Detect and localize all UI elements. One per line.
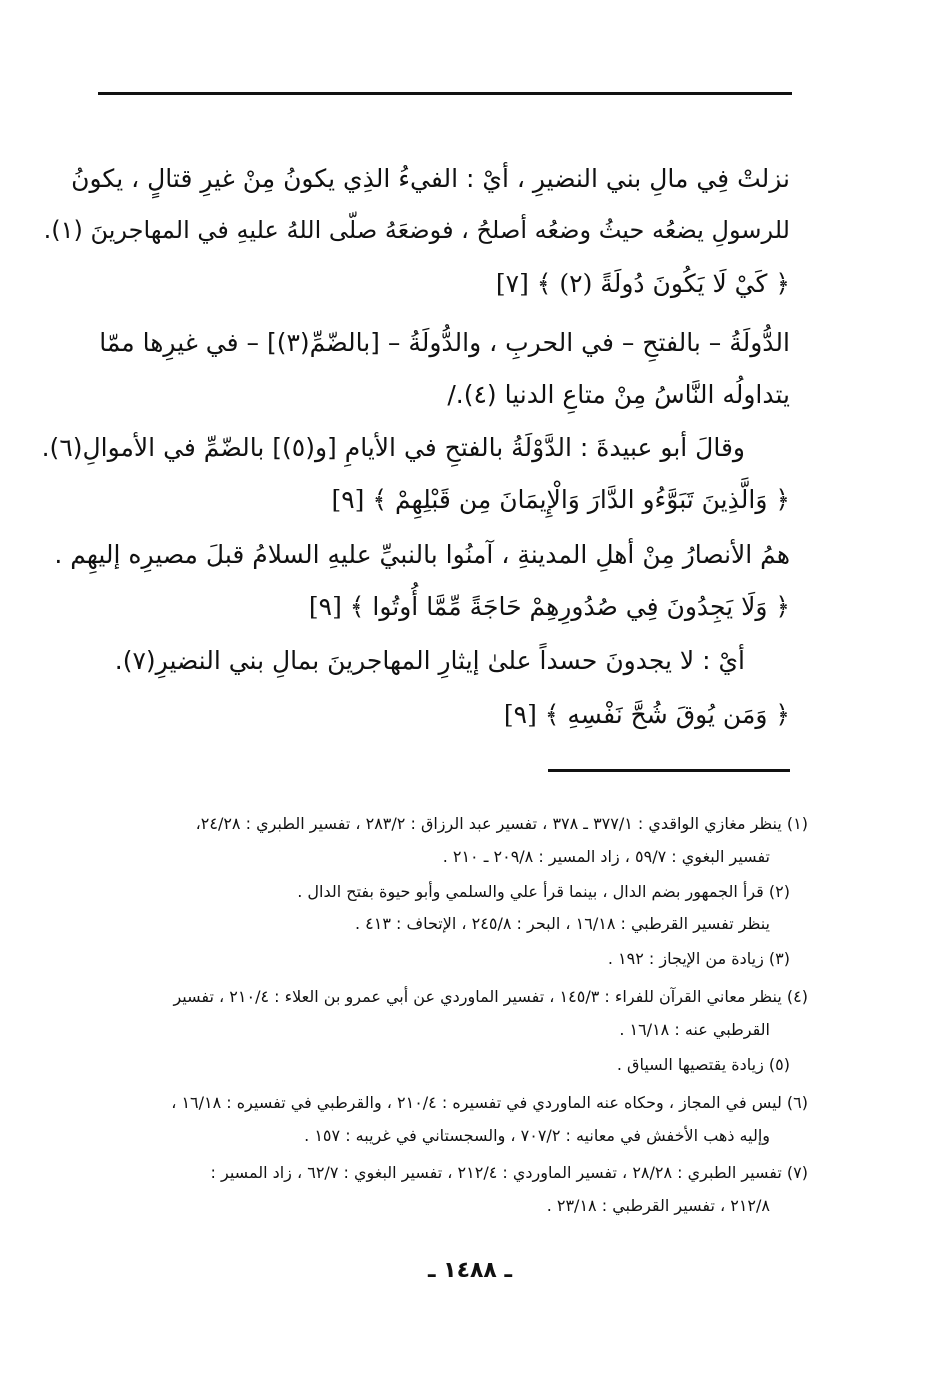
footnote-7-line-1: (٧) تفسير الطبري : ٢٨/٢٨ ، تفسير الماوردي : ٢١٢/٤ ، تفسير البغوي : ٦٢/٧ ، زاد المسير : [210, 1163, 808, 1182]
footnote-2-line-2: ينظر تفسير القرطبي : ١٦/١٨ ، البحر : ٢٤٥/٨ ، الإتحاف : ٤١٣ . [355, 914, 770, 933]
verse-line-3: ﴿ وَلَا يَجِدُونَ فِي صُدُورِهِمْ حَاجَةً مِّمَّا أُوتُوا ﴾ [٩] [308, 592, 790, 621]
footnote-7-line-2: ٢١٢/٨ ، تفسير القرطبي : ٢٣/١٨ . [546, 1196, 770, 1215]
verse-line-2: ﴿ وَالَّذِينَ تَبَوَّءُو الدَّارَ وَالْإِيمَانَ مِن قَبْلِهِمْ ﴾ [٩] [331, 485, 790, 514]
footnote-4-line-2: القرطبي عنه : ١٦/١٨ . [619, 1020, 770, 1039]
body-line-7: أيْ : لا يجدونَ حسداً علىٰ إيثارِ المهاجرينَ بمالِ بني النضيرِ(٧). [114, 646, 745, 675]
body-line-1: نزلتْ فِي مالِ بني النضيرِ ، أيْ : الفيءُ الذِي يكونُ مِنْ غيرِ قتالٍ ، يكونُ [71, 164, 790, 193]
body-line-4: يتداولُه النَّاسُ مِنْ متاعِ الدنيا (٤)./ [447, 380, 790, 409]
footnote-2-line-1: (٢) قرأ الجمهور بضم الدال ، بينما قرأ علي والسلمي وأبو حيوة بفتح الدال . [297, 882, 790, 901]
footnote-1-line-2: تفسير البغوي : ٥٩/٧ ، زاد المسير : ٢٠٩/٨ ـ ٢١٠ . [442, 847, 770, 866]
footnote-3: (٣) زيادة من الإيجاز : ١٩٢ . [607, 949, 790, 968]
footnote-separator [548, 769, 790, 772]
body-line-3: الدُّولَةُ – بالفتحِ – في الحربِ ، والدُّولَةُ – [بالضّمِّ(٣)] – في غيرِها ممّا [99, 328, 790, 357]
verse-line-1: ﴿ كَيْ لَا يَكُونَ دُولَةً (٢) ﴾ [٧] [495, 269, 790, 298]
verse-line-4: ﴿ وَمَن يُوقَ شُحَّ نَفْسِهِ ﴾ [٩] [503, 700, 790, 729]
footnote-1-line-1: (١) ينظر مغازي الواقدي : ٣٧٧/١ ـ ٣٧٨ ، تفسير عبد الرزاق : ٢٨٣/٢ ، تفسير الطبري : ٢٤/٢٨، [195, 814, 808, 833]
page-number: ـ ١٤٨٨ ـ [427, 1258, 513, 1283]
body-line-5: وقالَ أبو عبيدةَ : الدَّوْلَةُ بالفتحِ في الأيامِ [و(٥)] بالضّمِّ في الأموالِ(٦). [41, 433, 745, 462]
footnote-6-line-1: (٦) ليس في المجاز ، وحكاه عنه الماوردي في تفسيره : ٢١٠/٤ ، والقرطبي في تفسيره : ١٦/١٨ ، [171, 1093, 808, 1112]
footnote-4-line-1: (٤) ينظر معاني القرآن للفراء : ١٤٥/٣ ، تفسير الماوردي عن أبي عمرو بن العلاء : ٢١٠/٤ ، تفسير [173, 987, 808, 1006]
footnote-5: (٥) زيادة يقتصيها السياق . [616, 1055, 790, 1074]
header-rule [98, 92, 792, 95]
body-line-2: للرسولِ يضعُه حيثُ وضعُه أصلحُ ، فوضعَهُ صلّى اللهُ عليهِ في المهاجرينَ (١). [43, 216, 790, 244]
body-line-6: همُ الأنصارُ مِنْ أهلِ المدينةِ ، آمنُوا بالنبيِّ عليهِ السلامُ قبلَ مصيرِه إليهِم . [54, 540, 790, 569]
footnote-6-line-2: وإليه ذهب الأخفش في معانيه : ٧٠٧/٢ ، والسجستاني في غريبه : ١٥٧ . [304, 1126, 770, 1145]
